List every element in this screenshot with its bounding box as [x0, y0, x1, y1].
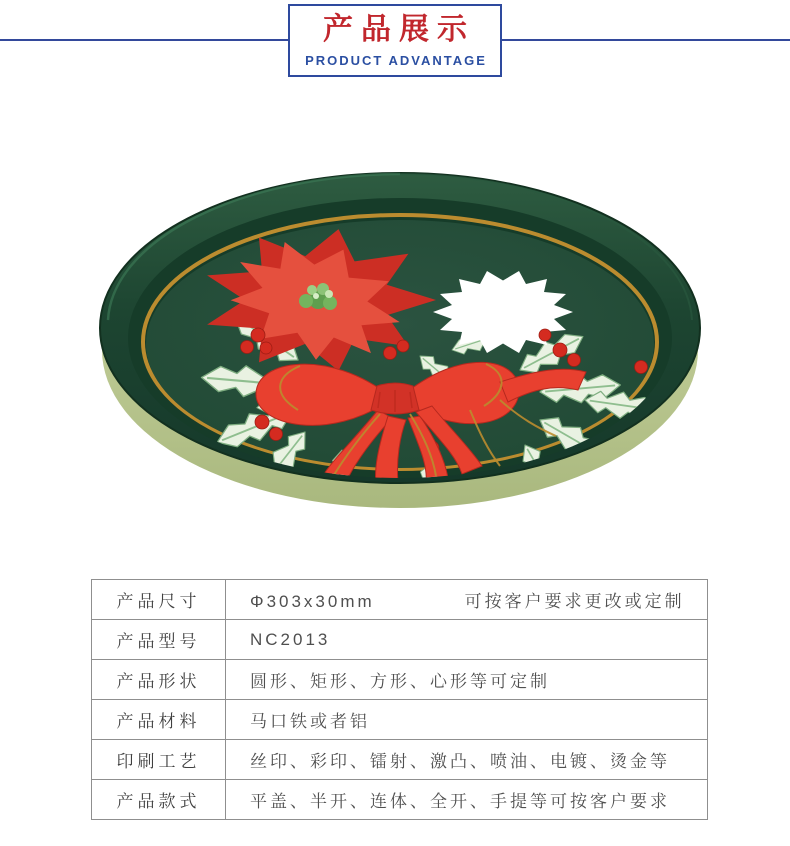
spec-note: 可按客户要求更改或定制	[464, 592, 685, 611]
spec-row-size	[92, 580, 708, 620]
spec-label: 产品材料	[92, 700, 226, 740]
spec-label: 印刷工艺	[92, 740, 226, 780]
spec-row-shape	[92, 660, 708, 700]
spec-value: 马口铁或者铝	[226, 700, 708, 740]
product-photo-tray	[0, 160, 790, 520]
spec-value: 圆形、矩形、方形、心形等可定制	[226, 660, 708, 700]
spec-row-style	[92, 780, 708, 820]
spec-value: NC2013	[226, 620, 708, 660]
spec-label: 产品型号	[92, 620, 226, 660]
spec-value: Φ303x30mm	[250, 592, 375, 611]
spec-row-printing	[92, 740, 708, 780]
spec-row-material	[92, 700, 708, 740]
spec-value-cell	[226, 580, 708, 620]
spec-value: 平盖、半开、连体、全开、手提等可按客户要求	[226, 780, 708, 820]
spec-label: 产品款式	[92, 780, 226, 820]
spec-value: 丝印、彩印、镭射、激凸、喷油、电镀、烫金等	[226, 740, 708, 780]
spec-table	[91, 579, 708, 820]
spec-label: 产品尺寸	[92, 580, 226, 620]
page-title: 产品展示	[323, 13, 475, 46]
spec-row-model	[92, 620, 708, 660]
spec-label: 产品形状	[92, 660, 226, 700]
page-subtitle: PRODUCT ADVANTAGE	[305, 53, 487, 68]
header-title-box	[288, 4, 502, 77]
